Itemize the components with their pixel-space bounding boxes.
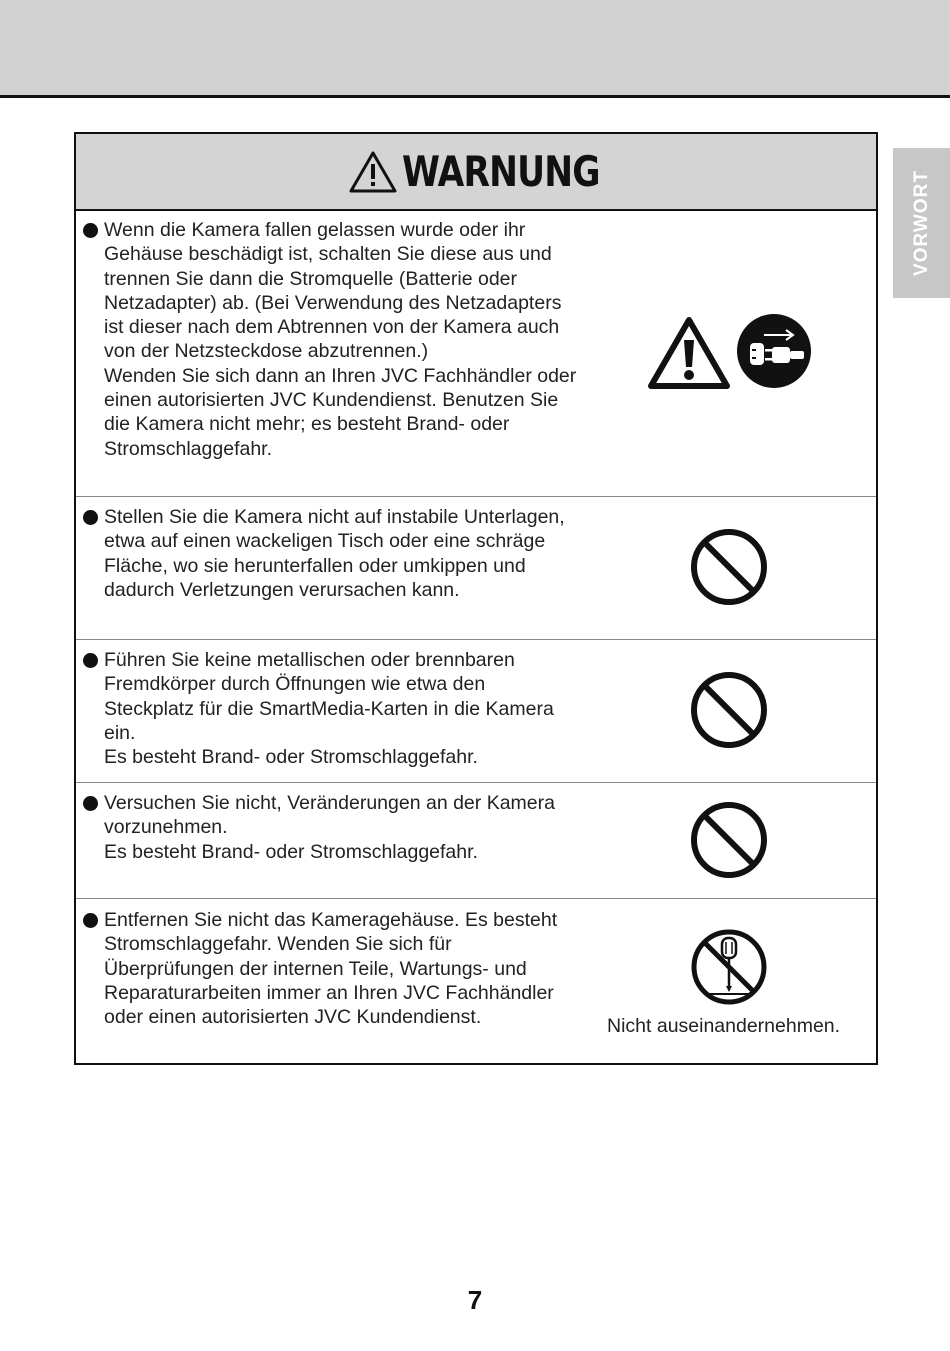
bullet — [83, 223, 98, 238]
prohibition-icon — [690, 671, 768, 749]
warning-paragraph: Es besteht Brand- oder Stromschlaggefahr. — [104, 840, 478, 863]
warning-title: WARNUNG — [402, 147, 601, 196]
side-tab-label: VORWORT — [910, 170, 932, 276]
warning-item — [76, 639, 876, 783]
warning-paragraph: Wenden Sie sich dann an Ihren JVC Fachhändler oder einen autorisierten JVC Kundendienst. Benutzen Sie die Kamera nicht mehr; es besteht Brand- oder Stromschlaggefahr. — [104, 364, 577, 460]
warning-text — [104, 791, 579, 864]
warning-triangle-icon — [646, 315, 732, 391]
warning-paragraph: Es besteht Brand- oder Stromschlaggefahr. — [104, 746, 478, 769]
warning-item — [76, 782, 876, 899]
warning-paragraph: Wenn die Kamera fallen gelassen wurde oder ihr Gehäuse beschädigt ist, schalten Sie diese aus und trennen Sie dann die Stromquelle (Batterie oder Netzadapter) ab. (Bei Verwendung des Netzadapters ist dieser nach dem Abtrennen von der Kamera auch von der Netzsteckdose abzutrennen.) — [104, 219, 562, 363]
prohibition-icon — [690, 528, 768, 606]
bullet — [83, 913, 98, 928]
warning-text — [104, 648, 579, 769]
unplug-icon — [736, 313, 812, 389]
warning-text — [104, 908, 579, 1029]
warning-paragraph: Stellen Sie die Kamera nicht auf instabile Unterlagen, etwa auf einen wackeligen Tisch oder eine schräge Fläche, wo sie herunterfallen oder umkippen und dadurch Verletzungen verursachen kann. — [104, 506, 565, 601]
top-rule — [0, 95, 950, 98]
prohibition-icon — [690, 801, 768, 879]
warning-header — [76, 134, 876, 211]
side-tab — [893, 148, 950, 298]
icon-caption: Nicht auseinandernehmen. — [607, 1015, 841, 1037]
top-header-band — [0, 0, 950, 95]
warning-item — [76, 898, 876, 1063]
warning-box — [74, 132, 878, 1065]
warning-text — [104, 218, 579, 461]
warning-paragraph: Führen Sie keine metallischen oder brennbaren Fremdkörper durch Öffnungen wie etwa den Steckplatz für die SmartMedia-Karten in die Kamera ein. — [104, 649, 554, 744]
no-disassembly-icon — [690, 928, 768, 1006]
warning-paragraph: Versuchen Sie nicht, Veränderungen an der Kamera vorzunehmen. — [104, 792, 555, 839]
warning-paragraph: Entfernen Sie nicht das Kameragehäuse. Es besteht Stromschlaggefahr. Wenden Sie sich für Überprüfungen der internen Teile, Wartungs- und Reparaturarbeiten immer an Ihren JVC Fachhändler oder einen autorisierten JVC Kundendienst. — [104, 909, 558, 1029]
warning-text — [104, 505, 579, 602]
bullet — [83, 510, 98, 525]
warning-item — [76, 496, 876, 640]
bullet — [83, 653, 98, 668]
warning-triangle-icon — [348, 150, 398, 194]
bullet — [83, 796, 98, 811]
warning-item — [76, 211, 876, 497]
page-number: 7 — [467, 1285, 483, 1315]
